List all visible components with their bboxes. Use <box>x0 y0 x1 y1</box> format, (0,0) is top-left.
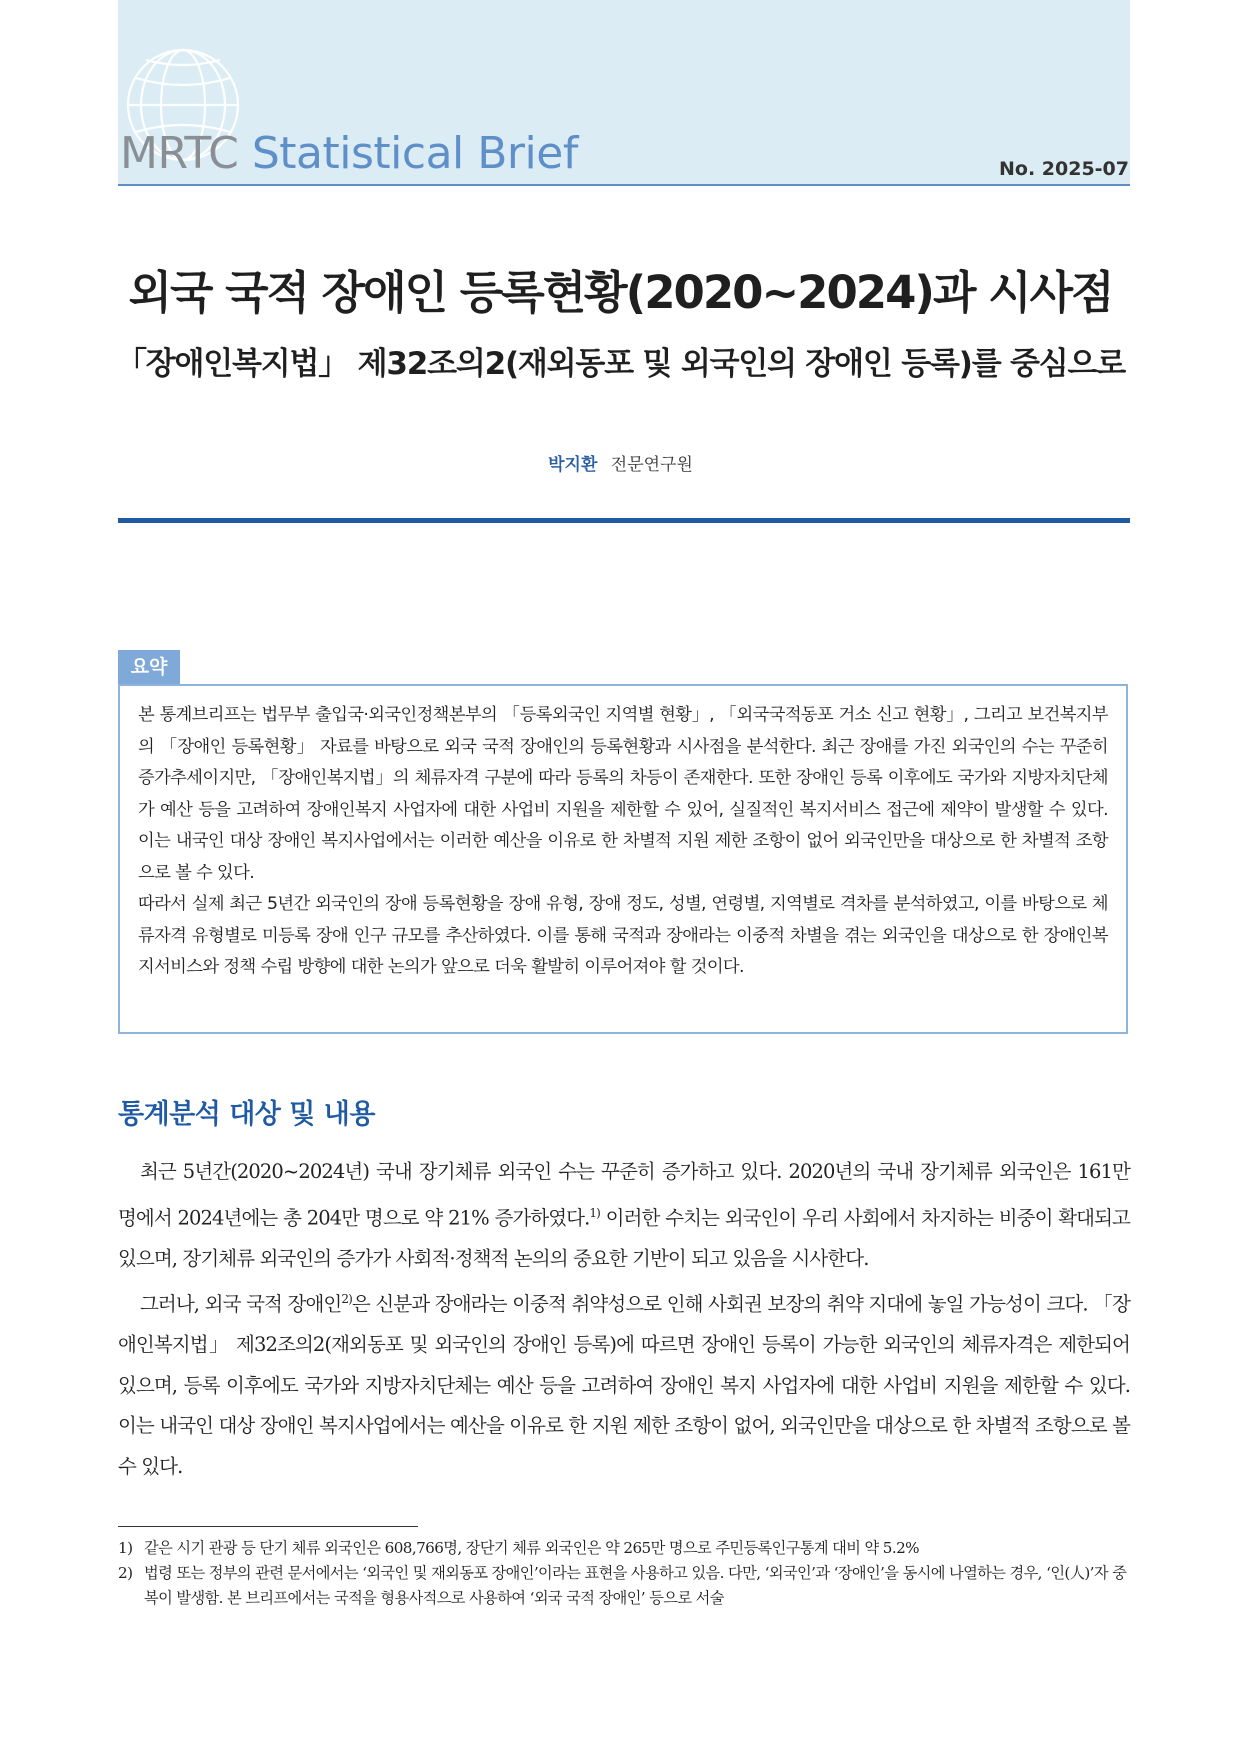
brand-title <box>120 128 578 179</box>
author-role: 전문연구원 <box>610 455 693 475</box>
section-heading: 통계분석 대상 및 내용 <box>118 1099 375 1130</box>
author-name: 박지환 <box>548 455 598 475</box>
footnote-ref: 1) <box>589 1205 600 1220</box>
summary-box <box>118 684 1128 1034</box>
brand-sub: Statistical Brief <box>251 128 578 179</box>
body-paragraph <box>118 1279 1130 1487</box>
footnote <box>118 1536 1130 1561</box>
page-subtitle: 「장애인복지법」 제32조의2(재외동포 및 외국인의 장애인 등록)를 중심으로 <box>115 346 1126 382</box>
summary-paragraph: 따라서 실제 최근 5년간 외국인의 장애 등록현황을 장애 유형, 장애 정도, 성별, 연령별, 지역별로 격차를 분석하였고, 이를 바탕으로 체류자격 유형별로 미등록 장애 인구 규모를 추산하였다. 이를 통해 국적과 장애라는 이중적 차별을 겪는 외국인을 대상으로 한 장애인복지서비스와 정책 수립 방향에 대한 논의가 앞으로 더욱 활발히 이루어져야 할 것이다. <box>138 894 1108 977</box>
footnote-ref: 2) <box>341 1292 352 1306</box>
body-text-run: 이러한 수치는 외국인이 우리 사회에서 차지하는 비중이 확대되고 있으며, 장기체류 외국인의 증가가 사회적·정책적 논의의 중요한 기반이 되고 있음을 시사한다. <box>118 1206 1130 1270</box>
footnote-text: 같은 시기 관광 등 단기 체류 외국인은 608,766명, 장단기 체류 외국인은 약 265만 명으로 주민등록인구통계 대비 약 5.2% <box>144 1539 919 1557</box>
brand-main: MRTC <box>120 128 239 179</box>
header-rule <box>118 184 1130 186</box>
body-text-run: 그러나, 외국 국적 장애인 <box>140 1292 342 1316</box>
body-text-run: 최근 5년간(2020~2024년) 국내 장기체류 외국인 수는 꾸준히 증가하고 있다. 2020년의 국내 장기체류 외국인은 161만 명에서 2024년에는 총 204만 명으로 약 21% 증가하였다. <box>118 1160 1130 1229</box>
author-line <box>0 450 1241 475</box>
footnote-rule <box>118 1526 418 1527</box>
footnotes <box>118 1536 1130 1611</box>
summary-tab: 요약 <box>118 650 180 684</box>
body-text <box>118 1152 1130 1487</box>
issue-number: No. 2025-07 <box>999 158 1129 180</box>
title-divider <box>118 518 1130 523</box>
footnote-number: 2) <box>118 1564 133 1582</box>
page-title: 외국 국적 장애인 등록현황(2020~2024)과 시사점 <box>128 266 1113 319</box>
footnote-number: 1) <box>118 1539 133 1557</box>
body-text-run: 은 신분과 장애라는 이중적 취약성으로 인해 사회권 보장의 취약 지대에 놓일 가능성이 크다. 「장애인복지법」 제32조의2(재외동포 및 외국인의 장애인 등록)에 따르면 장애인 등록이 가능한 외국인의 체류자격은 제한되어 있으며, 등록 이후에도 국가와 지방자치단체는 예산 등을 고려하여 장애인 복지 사업자에 대한 사업비 지원을 제한할 수 있다. 이는 내국인 대상 장애인 복지사업에서는 예산을 이유로 한 지원 제한 조항이 없어, 외국인만을 대상으로 한 차별적 조항으로 볼 수 있다. <box>118 1292 1130 1478</box>
summary-paragraph: 본 통계브리프는 법무부 출입국·외국인정책본부의 「등록외국인 지역별 현황」, 「외국국적동포 거소 신고 현황」, 그리고 보건복지부의 「장애인 등록현황」 자료를 바탕으로 외국 국적 장애인의 등록현황과 시사점을 분석한다. 최근 장애를 가진 외국인의 수는 꾸준히 증가추세이지만, 「장애인복지법」의 체류자격 구분에 따라 등록의 차등이 존재한다. 또한 장애인 등록 이후에도 국가와 지방자치단체가 예산 등을 고려하여 장애인복지 사업자에 대한 사업비 지원을 제한할 수 있어, 실질적인 복지서비스 접근에 제약이 발생할 수 있다. 이는 내국인 대상 장애인 복지사업에서는 이러한 예산을 이유로 한 차별적 지원 제한 조항이 없어 외국인만을 대상으로 한 차별적 조항으로 볼 수 있다. <box>138 705 1108 883</box>
body-paragraph <box>118 1152 1130 1279</box>
footnote <box>118 1561 1130 1611</box>
footnote-text: 법령 또는 정부의 관련 문서에서는 ‘외국인 및 재외동포 장애인’이라는 표현을 사용하고 있음. 다만, ‘외국인’과 ‘장애인’을 동시에 나열하는 경우, ‘인(人)’자 중복이 발생함. 본 브리프에서는 국적을 형용사적으로 사용하여 ‘외국 국적 장애인’ 등으로 서술 <box>144 1564 1127 1607</box>
